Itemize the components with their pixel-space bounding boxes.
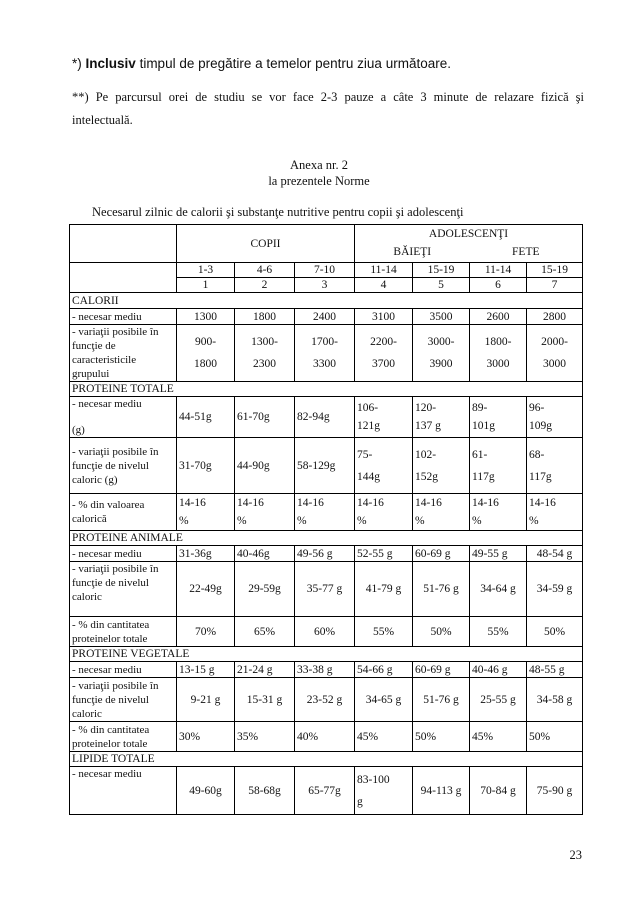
table-cell: 30% (177, 722, 235, 752)
cell-line: % (297, 515, 307, 527)
cell-line: 14-16 (415, 497, 442, 509)
table-cell: 48-55 g (527, 662, 583, 678)
table-cell (470, 494, 527, 531)
table-cell: 55% (470, 617, 527, 647)
cell-line: 3000 (543, 358, 567, 370)
column-number: 1 (177, 278, 235, 293)
cell-line: 2200- (370, 336, 397, 348)
table-cell (413, 325, 470, 382)
table-cell: 13-15 g (177, 662, 235, 678)
cell-line: 101g (472, 420, 496, 432)
table-cell (235, 494, 295, 531)
header-empty-2 (70, 263, 177, 293)
cell-line: % (237, 515, 247, 527)
table-cell: 60-69 g (413, 662, 470, 678)
table-cell: 45% (355, 722, 413, 752)
table-cell: 44-90g (235, 438, 295, 494)
table-cell (177, 494, 235, 531)
table-cell: 15-31 g (235, 678, 295, 722)
table-cell (413, 494, 470, 531)
table-cell: 41-79 g (355, 562, 413, 617)
table-cell: 51-76 g (413, 562, 470, 617)
table-cell: 29-59g (235, 562, 295, 617)
age-group: 1-3 (177, 263, 235, 278)
footnote-1-bold: Inclusiv (85, 56, 136, 71)
annex-number: Anexa nr. 2 (290, 158, 348, 172)
table-cell: 70-84 g (470, 767, 527, 815)
table-cell (295, 494, 355, 531)
column-number: 7 (527, 278, 583, 293)
cell-line: 900- (194, 336, 217, 348)
header-empty (70, 225, 177, 263)
cell-line: 2300 (253, 358, 276, 370)
table-cell: 35-77 g (295, 562, 355, 617)
table-cell (470, 397, 527, 438)
cell-line: 14-16 (357, 497, 384, 509)
table-cell: 94-113 g (413, 767, 470, 815)
cell-line: % (529, 515, 539, 527)
table-cell: 60-69 g (413, 546, 470, 562)
table-cell: 34-65 g (355, 678, 413, 722)
table-cell: 50% (413, 617, 470, 647)
age-group: 15-19 (527, 263, 583, 278)
nutrition-table (69, 224, 583, 815)
table-cell (527, 494, 583, 531)
table-cell: 31-36g (177, 546, 235, 562)
cell-line: 96- (529, 402, 545, 414)
cell-line: % (472, 515, 482, 527)
table-cell: 2400 (295, 309, 355, 325)
table-cell (295, 325, 355, 382)
table-cell: 50% (527, 722, 583, 752)
column-number: 6 (470, 278, 527, 293)
cell-line: 109g (529, 420, 553, 432)
table-cell (177, 325, 235, 382)
table-cell (470, 325, 527, 382)
row-label: - % din cantitatea proteinelor totale (70, 617, 177, 647)
table-cell: 82-94g (295, 397, 355, 438)
age-group: 15-19 (413, 263, 470, 278)
table-cell: 58-68g (235, 767, 295, 815)
table-cell: 25-55 g (470, 678, 527, 722)
table-cell (527, 397, 583, 438)
table-cell: 51-76 g (413, 678, 470, 722)
table-cell: 3100 (355, 309, 413, 325)
column-number: 5 (413, 278, 470, 293)
table-cell: 49-56 g (295, 546, 355, 562)
table-cell: 1300 (177, 309, 235, 325)
cell-line: 102- (415, 448, 437, 461)
section-proteine-vegetale: PROTEINE VEGETALE (70, 647, 583, 662)
age-group: 7-10 (295, 263, 355, 278)
row-label: - variaţii posibile în funcţie de nivelul caloric (70, 562, 177, 617)
cell-line: g (357, 795, 363, 808)
header-copii: COPII (177, 225, 355, 263)
section-proteine-animale: PROTEINE ANIMALE (70, 531, 583, 546)
table-cell: 34-58 g (527, 678, 583, 722)
column-number: 2 (235, 278, 295, 293)
table-cell: 65-77g (295, 767, 355, 815)
annex-subtitle: la prezentele Norme (268, 174, 370, 188)
section-calorii: CALORII (70, 293, 583, 309)
cell-line: 117g (472, 470, 495, 483)
table-cell (355, 325, 413, 382)
table-cell (413, 438, 470, 494)
footnote-1-text: timpul de pregătire a temelor pentru ziua următoare. (139, 56, 451, 71)
footnote-2: **) Pe parcursul orei de studiu se vor face 2-3 pauze a câte 3 minute de relazare fizică şi intelectuală. (72, 90, 584, 127)
table-cell: 35% (235, 722, 295, 752)
row-label-line: (g) (72, 424, 85, 436)
table-cell: 60% (295, 617, 355, 647)
table-cell: 55% (355, 617, 413, 647)
table-cell (527, 438, 583, 494)
section-lipide-totale: LIPIDE TOTALE (70, 752, 583, 767)
age-group: 11-14 (355, 263, 413, 278)
section-proteine-totale: PROTEINE TOTALE (70, 382, 583, 397)
table-cell (527, 325, 583, 382)
cell-line: 68- (529, 448, 545, 461)
table-cell: 48-54 g (527, 546, 583, 562)
cell-line: % (179, 515, 189, 527)
table-cell: 70% (177, 617, 235, 647)
row-label: - variaţii posibile în funcţie de nivelul caloric (g) (70, 438, 177, 494)
cell-line: 152g (415, 470, 439, 483)
row-label (70, 397, 177, 438)
table-cell: 2600 (470, 309, 527, 325)
row-label: - necesar mediu (70, 662, 177, 678)
table-cell: 22-49g (177, 562, 235, 617)
table-title: Necesarul zilnic de calorii şi substanţe nutritive pentru copii şi adolescenţi (92, 205, 464, 219)
table-cell: 61-70g (235, 397, 295, 438)
table-cell: 49-60g (177, 767, 235, 815)
cell-line: 137 g (415, 420, 441, 432)
table-cell: 50% (413, 722, 470, 752)
cell-line: 3300 (313, 358, 336, 370)
row-label: - necesar mediu (70, 546, 177, 562)
header-fete: FETE (470, 243, 583, 263)
table-cell: 65% (235, 617, 295, 647)
row-label: - necesar mediu (70, 767, 177, 815)
table-cell (355, 438, 413, 494)
row-label: - necesar mediu (70, 309, 177, 325)
table-cell: 31-70g (177, 438, 235, 494)
table-cell: 54-66 g (355, 662, 413, 678)
table-cell: 34-64 g (470, 562, 527, 617)
cell-line: 14-16 (472, 497, 499, 509)
row-label: - variaţii posibile în funcţie de nivelul caloric (70, 678, 177, 722)
cell-line: 14-16 (179, 497, 206, 509)
row-label: - % din cantitatea proteinelor totale (70, 722, 177, 752)
table-cell (413, 397, 470, 438)
cell-line: % (415, 515, 425, 527)
row-label: - variaţii posibile în funcţie de caracteristicile grupului (70, 325, 177, 382)
cell-line: 1700- (311, 336, 338, 348)
table-cell: 75-90 g (527, 767, 583, 815)
cell-line: 14-16 (237, 497, 264, 509)
header-adolescenti: ADOLESCENŢI (355, 225, 583, 243)
table-cell: 50% (527, 617, 583, 647)
cell-line: 120- (415, 402, 437, 414)
table-cell: 1800 (235, 309, 295, 325)
table-cell: 23-52 g (295, 678, 355, 722)
header-baieti: BĂIEŢI (355, 243, 470, 263)
cell-line: 3000- (427, 336, 455, 348)
row-label: - % din valoarea calorică (70, 494, 177, 531)
column-number: 4 (355, 278, 413, 293)
page-number: 23 (569, 848, 582, 862)
cell-line: 121g (357, 420, 381, 432)
cell-line: 2000- (541, 336, 568, 348)
cell-line: 3900 (429, 358, 453, 370)
table-cell: 49-55 g (470, 546, 527, 562)
table-cell: 58-129g (295, 438, 355, 494)
table-cell (470, 438, 527, 494)
cell-line: 106- (357, 402, 379, 414)
cell-line: 14-16 (297, 497, 324, 509)
cell-line: 1800- (484, 336, 512, 348)
cell-line: 3700 (372, 358, 396, 370)
cell-line: 75- (357, 448, 373, 461)
table-cell: 33-38 g (295, 662, 355, 678)
row-label-line: - necesar mediu (72, 398, 142, 410)
cell-line: 89- (472, 402, 488, 414)
cell-line: 3000 (486, 358, 510, 370)
age-group: 4-6 (235, 263, 295, 278)
cell-line: 144g (357, 470, 381, 483)
table-cell: 45% (470, 722, 527, 752)
table-cell: 9-21 g (177, 678, 235, 722)
table-cell: 34-59 g (527, 562, 583, 617)
table-cell: 40-46g (235, 546, 295, 562)
footnote-1 (72, 56, 451, 71)
table-cell (355, 767, 413, 815)
column-number: 3 (295, 278, 355, 293)
table-cell (355, 494, 413, 531)
cell-line: 1300- (251, 336, 278, 348)
table-cell: 3500 (413, 309, 470, 325)
table-cell: 2800 (527, 309, 583, 325)
cell-line: 83-100 (357, 773, 390, 786)
age-group: 11-14 (470, 263, 527, 278)
footnote-1-prefix: *) (72, 56, 82, 71)
cell-line: 61- (472, 448, 488, 461)
table-cell: 52-55 g (355, 546, 413, 562)
table-cell: 21-24 g (235, 662, 295, 678)
cell-line: 14-16 (529, 497, 556, 509)
table-cell (355, 397, 413, 438)
table-cell: 40-46 g (470, 662, 527, 678)
table-cell: 44-51g (177, 397, 235, 438)
table-cell: 40% (295, 722, 355, 752)
cell-line: % (357, 515, 367, 527)
table-cell (235, 325, 295, 382)
cell-line: 1800 (194, 358, 217, 370)
cell-line: 117g (529, 470, 552, 483)
